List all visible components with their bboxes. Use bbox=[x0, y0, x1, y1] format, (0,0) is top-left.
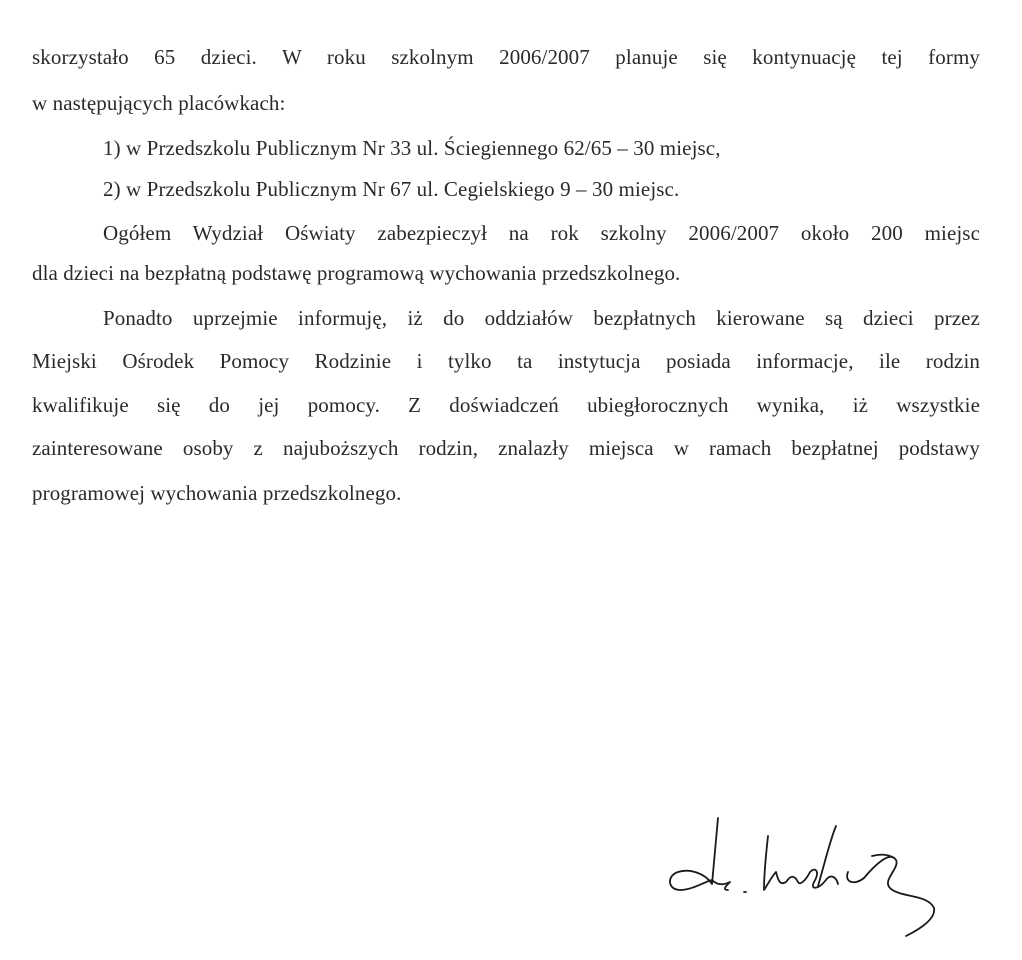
paragraph-line: Miejski Ośrodek Pomocy Rodzinie i tylko ta instytucja posiada informacje, ile rodzin bbox=[32, 349, 980, 373]
paragraph-line: zainteresowane osoby z najuboższych rodzin, znalazły miejsca w ramach bezpłatnej podstawy bbox=[32, 436, 980, 460]
paragraph-line: kwalifikuje się do jej pomocy. Z doświadczeń ubiegłorocznych wynika, iż wszystkie bbox=[32, 393, 980, 417]
list-item: 2) w Przedszkolu Publicznym Nr 67 ul. Cegielskiego 9 – 30 miejsc. bbox=[103, 177, 680, 201]
paragraph-line: Ponadto uprzejmie informuję, iż do oddziałów bezpłatnych kierowane są dzieci przez bbox=[103, 306, 980, 330]
list-item: 1) w Przedszkolu Publicznym Nr 33 ul. Ściegiennego 62/65 – 30 miejsc, bbox=[103, 136, 721, 160]
paragraph-line: skorzystało 65 dzieci. W roku szkolnym 2006/2007 planuje się kontynuację tej formy bbox=[32, 45, 980, 69]
paragraph-line: Ogółem Wydział Oświaty zabezpieczył na rok szkolny 2006/2007 około 200 miejsc bbox=[103, 221, 980, 245]
paragraph-line: dla dzieci na bezpłatną podstawę programową wychowania przedszkolnego. bbox=[32, 261, 681, 285]
paragraph-line: programowej wychowania przedszkolnego. bbox=[32, 481, 402, 505]
handwritten-signature-icon bbox=[660, 810, 950, 940]
paragraph-line: w następujących placówkach: bbox=[32, 91, 286, 115]
